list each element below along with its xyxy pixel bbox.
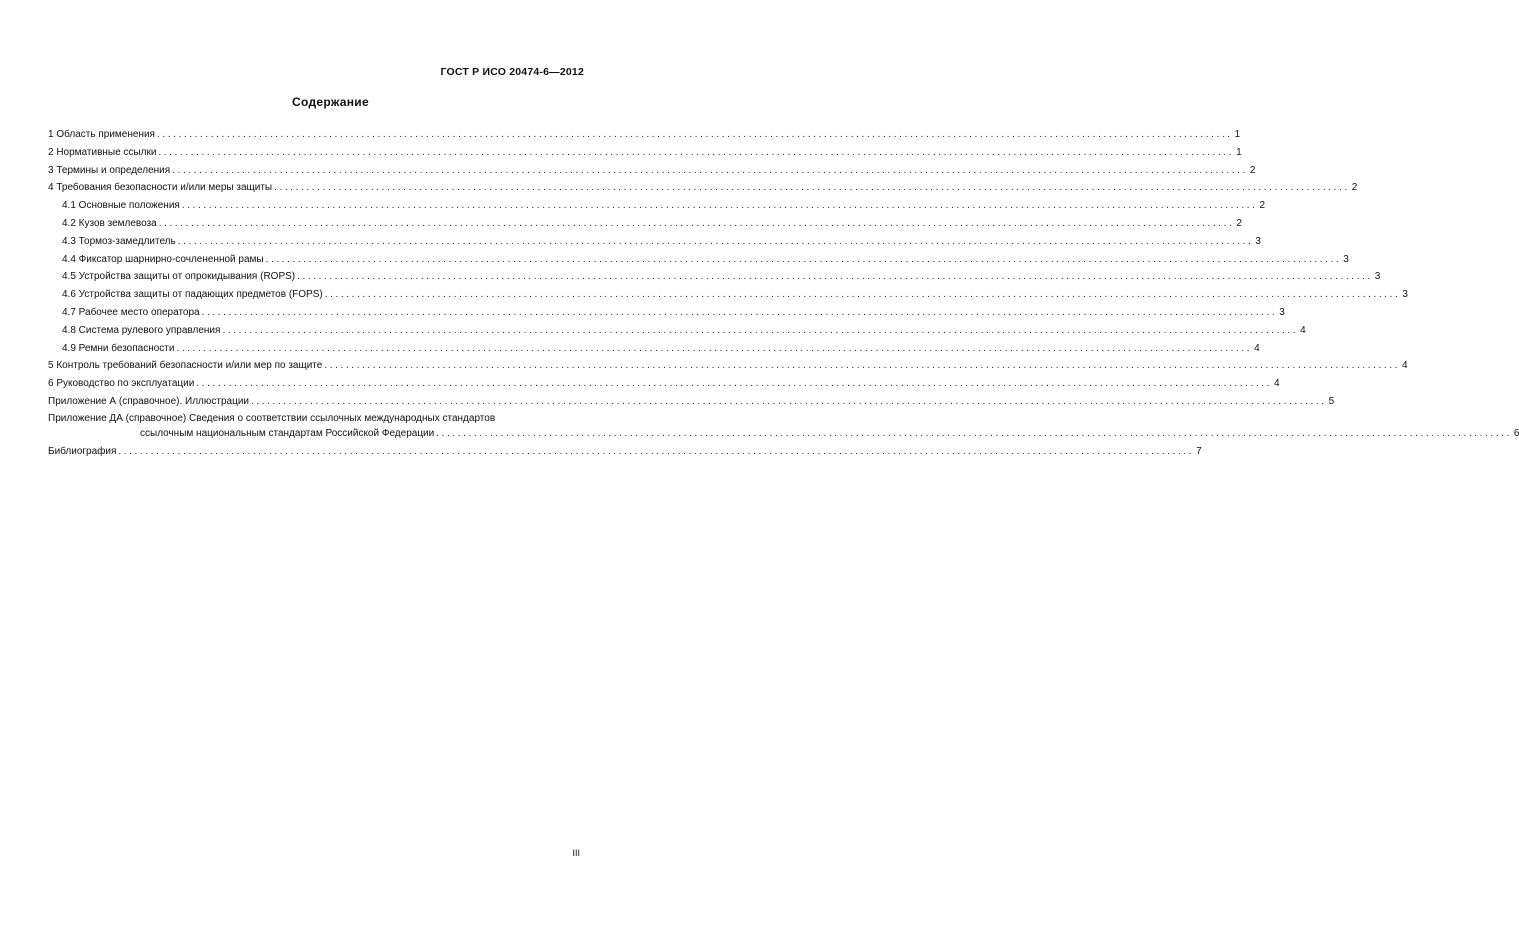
toc-entry-page: 4 xyxy=(1402,360,1408,372)
toc-entry-page: 2 xyxy=(1351,182,1358,194)
toc-entry-label: 4.5 Устройства защиты от опрокидывания (ROPS) xyxy=(62,271,296,283)
toc-entry-bibliography[interactable] xyxy=(48,443,1202,461)
toc-entry-page: 2 xyxy=(1236,217,1242,229)
toc-entry[interactable] xyxy=(48,375,1280,393)
toc-entry[interactable] xyxy=(48,268,1381,286)
toc-entry[interactable] xyxy=(48,340,1260,358)
toc-entry-label: 2 Нормативные ссылки xyxy=(48,146,157,158)
toc-leader-dots: ........................................................................................................................................................................................................ xyxy=(265,253,1342,265)
toc-entry-page: 3 xyxy=(1343,253,1349,265)
toc-entry-label: 3 Термины и определения xyxy=(48,164,171,176)
toc-entry-label: Библиография xyxy=(48,445,117,457)
toc-entry-page: 3 xyxy=(1374,271,1381,283)
toc-entry[interactable] xyxy=(48,233,1261,251)
document-header: ГОСТ Р ИСО 20474-6—2012 xyxy=(440,66,584,78)
toc-entry-page: 4 xyxy=(1254,342,1260,354)
toc-entry-page: 6 xyxy=(1513,427,1519,439)
toc-entry-page: 5 xyxy=(1328,395,1335,407)
toc-entry[interactable] xyxy=(48,179,1358,197)
toc-entry-label: 4.9 Ремни безопасности xyxy=(62,342,175,354)
toc-entry-label: 4.4 Фиксатор шарнирно-сочлененной рамы xyxy=(62,253,264,265)
toc-entry-page: 7 xyxy=(1196,445,1202,457)
toc-entry-page: 4 xyxy=(1300,324,1306,336)
toc-entry-page: 3 xyxy=(1279,306,1285,318)
toc-entry-appendix-da[interactable] xyxy=(48,411,1519,443)
toc-leader-dots: ........................................................................................................................................................................................................ xyxy=(324,289,1401,301)
toc-entry-label: 6 Руководство по эксплуатации xyxy=(48,378,195,390)
toc-entry-label: 4.8 Система рулевого управления xyxy=(62,324,221,336)
toc-entry-label: 5 Контроль требований безопасности и/или мер по защите xyxy=(48,360,323,372)
toc-leader-dots: ........................................................................................................................................................................................................ xyxy=(251,395,1327,407)
toc-leader-dots: ........................................................................................................................................................................................................ xyxy=(436,427,1512,439)
page-title: Содержание xyxy=(292,95,369,109)
toc-entry-page: 1 xyxy=(1236,146,1242,158)
toc-leader-dots: ........................................................................................................................................................................................................ xyxy=(196,378,1272,390)
toc-entry-label: Приложение А (справочное). Иллюстрации xyxy=(48,395,249,407)
toc-leader-dots: ........................................................................................................................................................................................................ xyxy=(172,164,1248,176)
toc-entry-label: 4.6 Устройства защиты от падающих предметов (FOPS) xyxy=(62,289,323,301)
toc-entry-page: 3 xyxy=(1402,289,1408,301)
toc-leader-dots: ........................................................................................................................................................................................................ xyxy=(274,182,1350,194)
toc-entry[interactable] xyxy=(48,215,1242,233)
toc-leader-dots: ........................................................................................................................................................................................................ xyxy=(176,342,1253,354)
toc-entry-label: 4.3 Тормоз-замедлитель xyxy=(62,235,176,247)
toc-entry[interactable] xyxy=(48,251,1349,269)
toc-entry-label-continued: ссылочным национальным стандартам Российской Федерации xyxy=(140,427,435,439)
toc-entry[interactable] xyxy=(48,162,1256,180)
toc-entry[interactable] xyxy=(48,197,1266,215)
toc-entry-label: 4.1 Основные положения xyxy=(62,200,180,212)
toc-leader-dots: ........................................................................................................................................................................................................ xyxy=(201,306,1278,318)
toc-entry[interactable] xyxy=(48,393,1335,411)
toc-entry[interactable] xyxy=(48,304,1285,322)
toc-leader-dots: ........................................................................................................................................................................................................ xyxy=(158,217,1235,229)
toc-entry[interactable] xyxy=(48,286,1408,304)
toc-leader-dots: ........................................................................................................................................................................................................ xyxy=(181,200,1258,212)
toc-leader-dots: ........................................................................................................................................................................................................ xyxy=(324,360,1401,372)
toc-leader-dots: ........................................................................................................................................................................................................ xyxy=(158,146,1235,158)
toc-entry-label: 4.2 Кузов землевоза xyxy=(62,217,157,229)
toc-leader-dots: ........................................................................................................................................................................................................ xyxy=(297,271,1373,283)
table-of-contents xyxy=(48,126,1519,461)
toc-entry-label: 4 Требования безопасности и/или меры защиты xyxy=(48,182,273,194)
toc-entry[interactable] xyxy=(48,126,1241,144)
toc-leader-dots: ........................................................................................................................................................................................................ xyxy=(177,235,1254,247)
toc-leader-dots: ........................................................................................................................................................................................................ xyxy=(118,445,1195,457)
toc-entry[interactable] xyxy=(48,322,1306,340)
toc-entry-label: 4.7 Рабочее место оператора xyxy=(62,306,200,318)
toc-entry-page: 3 xyxy=(1255,235,1261,247)
toc-entry-page: 2 xyxy=(1259,200,1266,212)
toc-leader-dots: ........................................................................................................................................................................................................ xyxy=(222,324,1299,336)
toc-entry-page: 2 xyxy=(1249,164,1256,176)
toc-leader-dots: ........................................................................................................................................................................................................ xyxy=(156,129,1233,140)
page-number: III xyxy=(572,848,580,858)
toc-entry-label: 1 Область применения xyxy=(48,129,155,140)
toc-entry[interactable] xyxy=(48,357,1408,375)
toc-entry-page: 1 xyxy=(1234,129,1241,140)
toc-entry-page: 4 xyxy=(1273,378,1280,390)
toc-entry[interactable] xyxy=(48,144,1242,162)
toc-entry-label: Приложение ДА (справочное) Сведения о соответствии ссылочных международных стандартов xyxy=(48,412,496,424)
